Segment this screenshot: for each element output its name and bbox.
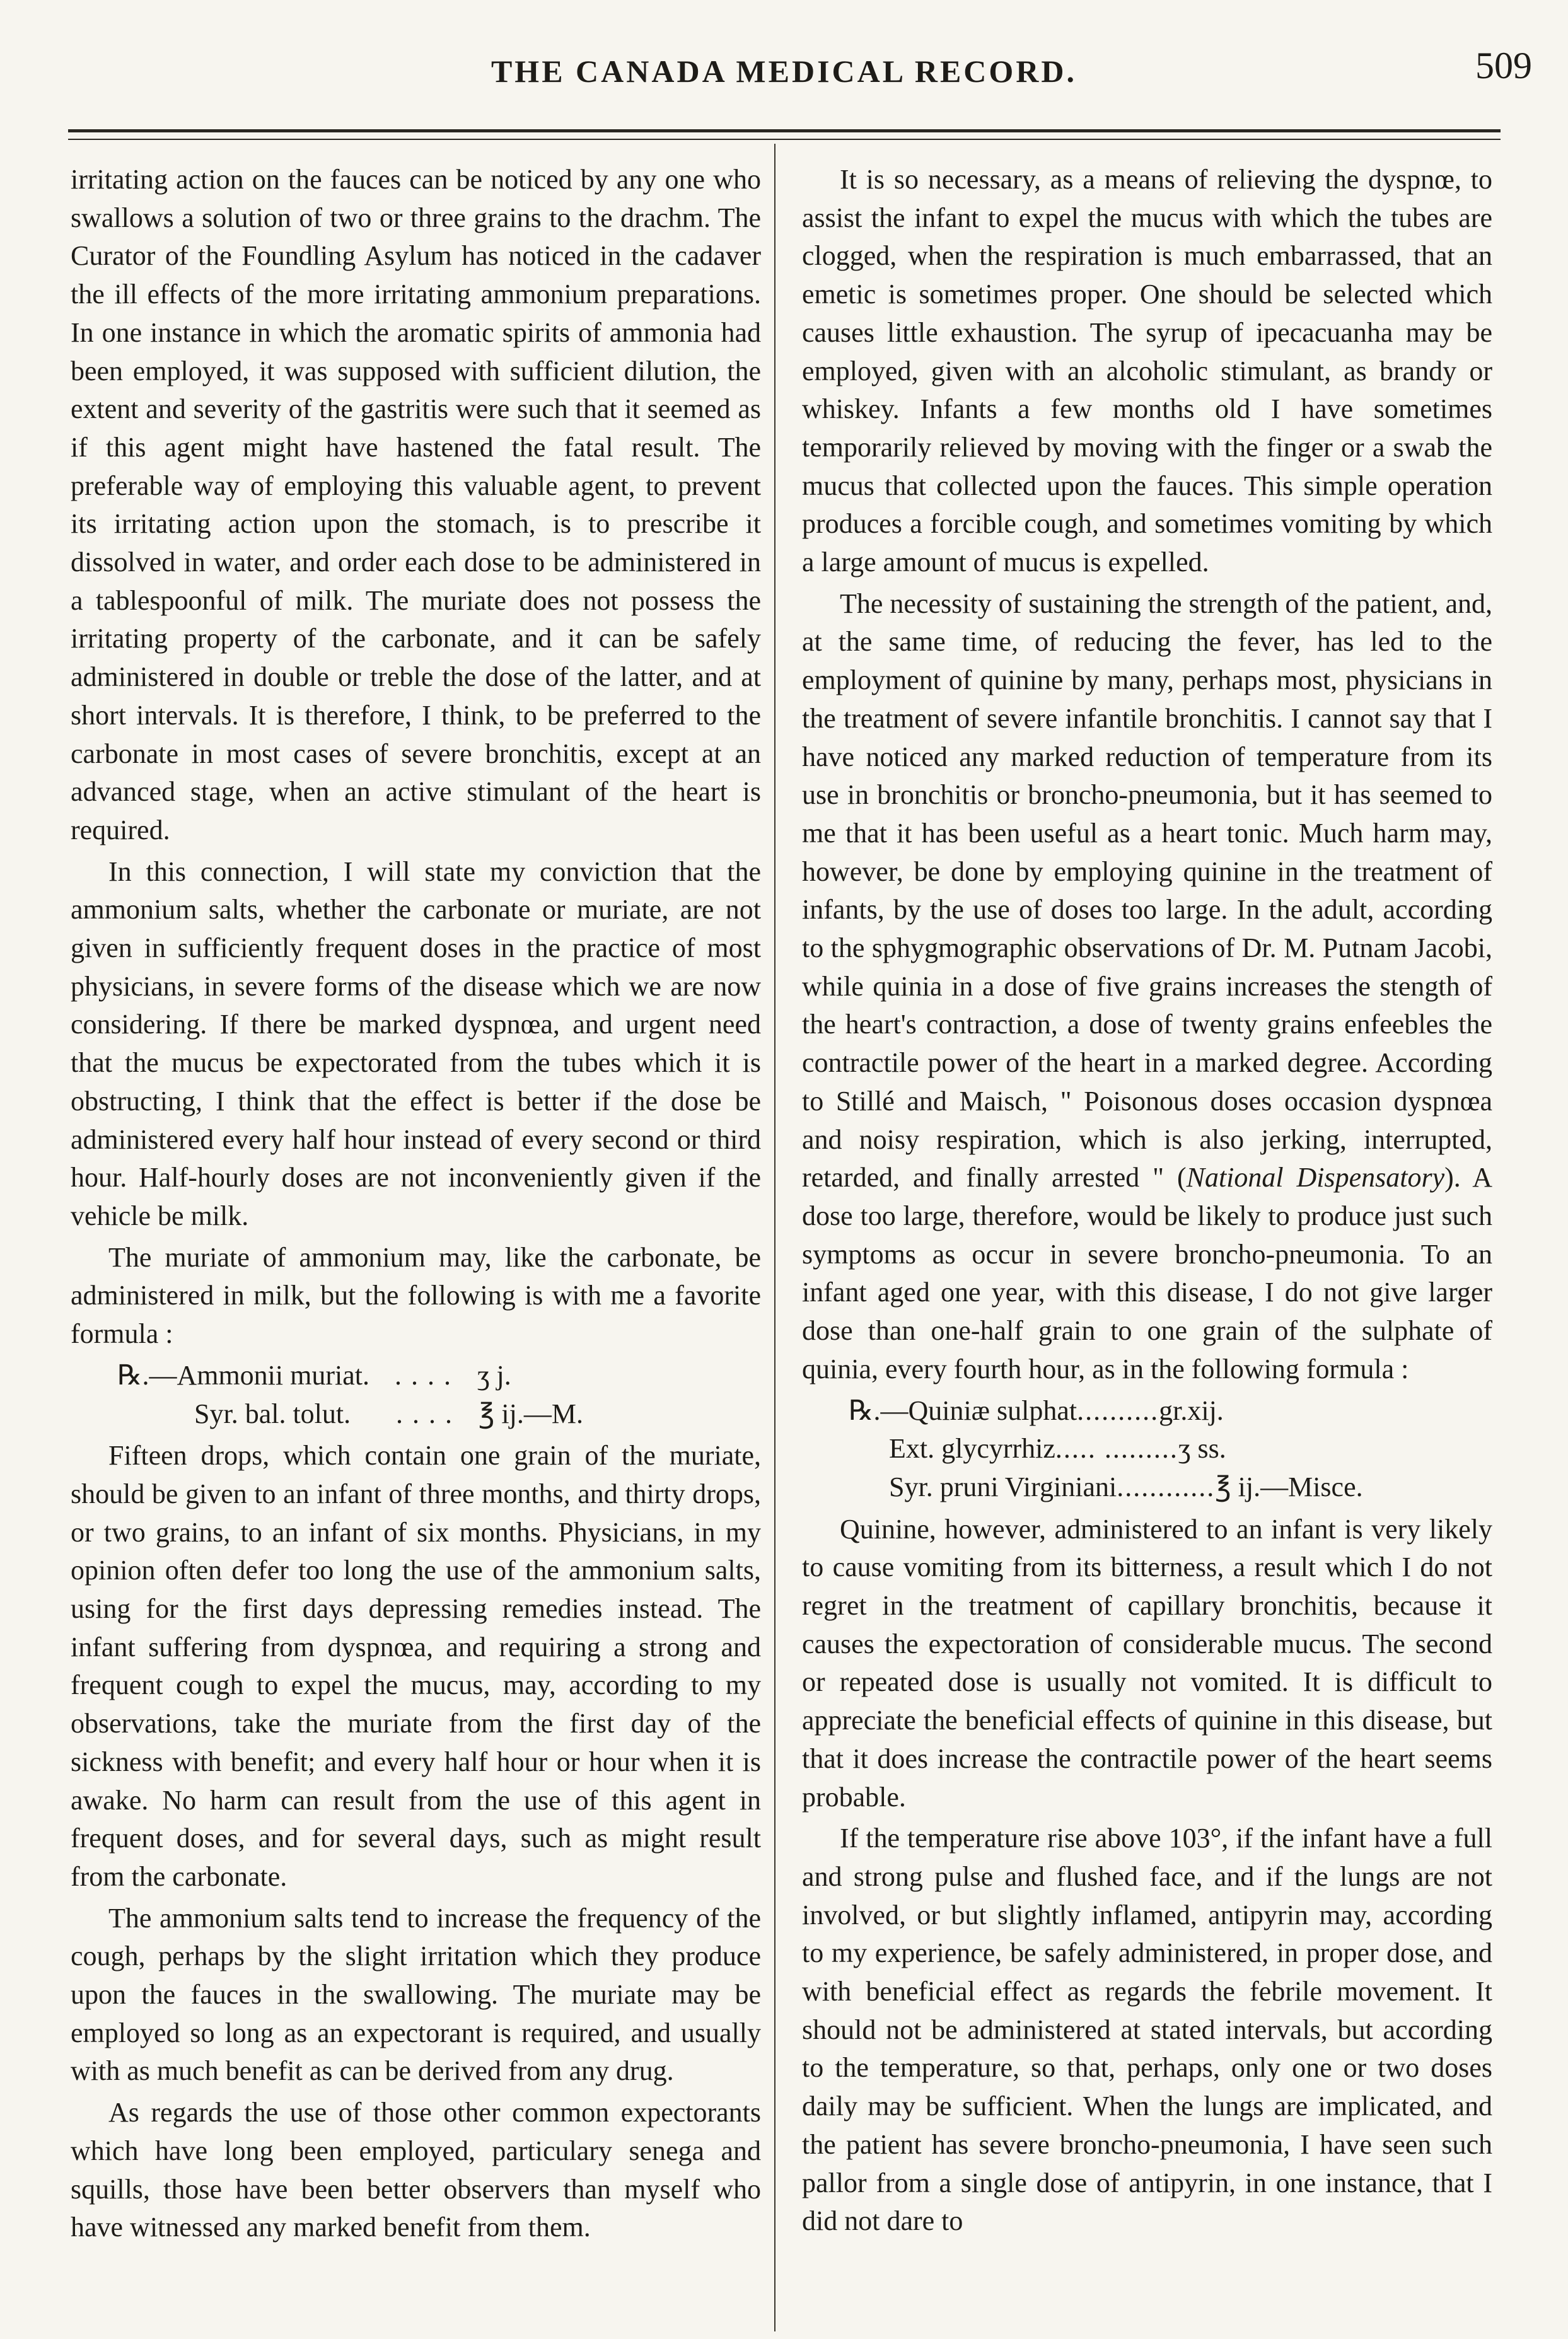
header-rule-thick xyxy=(68,129,1501,132)
formula-ingredient: Syr. bal. tolut. xyxy=(194,1398,351,1429)
column-divider xyxy=(774,144,775,2331)
paragraph: As regards the use of those other common expectorants which have long been employed, particulary senega and squills, those have been better observers than myself who have witnessed any marked benefit from them. xyxy=(71,2097,761,2243)
formula-leader: . . . . xyxy=(395,1359,452,1391)
quinine-formula xyxy=(802,1392,1492,1507)
left-column xyxy=(71,161,761,2250)
page-number: 509 xyxy=(1475,45,1532,86)
formula-line xyxy=(71,1395,761,1434)
formula-quantity: ℥ ij.—M. xyxy=(479,1398,583,1429)
formula-line xyxy=(802,1430,1492,1468)
paragraph: It is so necessary, as a means of relieving the dyspnœ, to assist the infant to expel the mucus with which the tubes are clogged, when the respiration is much embarrassed, that an emetic is sometimes proper. One should be selected which causes little exhaustion. The syrup of ipecacuanha may be employed, given with an alcoholic stimulant, as brandy or whiskey. Infants a few months old I have sometimes temporarily relieved by moving with the finger or a swab the mucus that collected upon the fauces. This simple operation produces a forcible cough, and sometimes vomiting by which a large amount of mucus is expelled. xyxy=(802,164,1492,578)
formula-ingredient: Syr. pruni Virginiani xyxy=(889,1471,1117,1502)
formula-quantity: ℥ ij.—Misce. xyxy=(1215,1471,1363,1502)
formula-ingredient: Ext. glycyrrhiz xyxy=(889,1433,1055,1465)
formula-line xyxy=(71,1357,761,1395)
formula-line xyxy=(802,1468,1492,1507)
paragraph-text: The necessity of sustaining the strength of the patient, and, at the same time, of reducing the fever, has led to the employment of quinine by many, perhaps most, physicians in the treatment of severe infantile bronchitis. I cannot say that I have noticed any marked reduction of temperature from its use in bronchitis or broncho-pneumonia, but it has seemed to me that it has been useful as a heart tonic. Much harm may, however, be done by employing quinine in the treatment of infants, by the use of doses too large. In the adult, according to the sphygmographic observations of Dr. M. Putnam Jacobi, while quinia in a dose of five grains increases the stength of the heart's contraction, a dose of twenty grains enfeebles the contractile power of the heart in a marked degree. According to Stillé and Maisch, " Poisonous doses occasion dyspnœa and noisy respiration, which is also jerking, interrupted, retarded, and finally arrested " ( xyxy=(802,588,1492,1193)
formula-leader: ..... ......... xyxy=(1055,1433,1178,1465)
formula-quantity: ʒ ss. xyxy=(1178,1433,1226,1465)
paragraph: Quinine, however, administered to an infant is very likely to cause vomiting from its bitterness, a result which I do not regret in the treatment of capillary bronchitis, because it causes the expectoration of considerable mucus. The second or repeated dose is usually not vomited. It is difficult to appreciate the beneficial effects of quinine in this disease, but that it does increase the contractile power of the heart seems probable. xyxy=(802,1513,1492,1813)
formula-quantity: ʒ j. xyxy=(477,1359,511,1391)
ammonium-formula xyxy=(71,1357,761,1433)
paragraph: If the temperature rise above 103°, if the infant have a full and strong pulse and flushed face, and if the lungs are not involved, or but slightly inflamed, antipyrin may, according to my experience, be safely administered, in proper dose, and with beneficial effect as regards the febrile movement. It should not be administered at stated intervals, but according to the temperature, so that, perhaps, only one or two doses daily may be sufficient. When the lungs are implicated, and the patient has severe broncho-pneumonia, I have seen such pallor from a single dose of antipyrin, in one instance, that I did not dare to xyxy=(802,1823,1492,2237)
paragraph-text: ). A dose too large, therefore, would be likely to produce just such symptoms as occur in severe broncho-pneumonia. To an infant aged one year, with this disease, I do not give larger dose than one-half grain to one grain of the sulphate of quinia, every fourth hour, as in the following formula : xyxy=(802,1162,1492,1384)
paragraph: The muriate of ammonium may, like the carbonate, be administered in milk, but the following is with me a favorite formula : xyxy=(71,1241,761,1350)
paragraph: In this connection, I will state my conviction that the ammonium salts, whether the carbonate or muriate, are not given in sufficiently frequent doses in the practice of most physicians, in severe forms of the disease which we are now considering. If there be marked dyspnœa, and urgent need that the mucus be expectorated from the tubes which it is obstructing, I think that the effect is better if the dose be administered every half hour instead of every second or third hour. Half-hourly doses are not inconveniently given if the vehicle be milk. xyxy=(71,856,761,1231)
formula-quantity: gr.xij. xyxy=(1159,1395,1224,1426)
formula-leader: ............ xyxy=(1117,1471,1216,1502)
paragraph: irritating action on the fauces can be noticed by any one who swallows a solution of two or three grains to the drachm. The Curator of the Foundling Asylum has noticed in the cadaver the ill effects of the more irritating ammonium preparations. In one instance in which the aromatic spirits of ammonia had been employed, it was supposed with sufficient dilution, the extent and severity of the gastritis were such that it seemed as if this agent might have hastened the fatal result. The preferable way of employing this valuable agent, to prevent its irritating action upon the stomach, is to prescribe it dissolved in water, and order each dose to be administered in a tablespoonful of milk. The muriate does not possess the irritating property of the carbonate, and it can be safely administered in double or treble the dose of the latter, and at short intervals. It is therefore, I think, to be preferred to the carbonate in most cases of severe bronchitis, except at an advanced stage, when an active stimulant of the heart is required. xyxy=(71,164,761,845)
formula-leader: . . . . xyxy=(396,1398,453,1429)
formula-ingredient: ℞.—Ammonii muriat. xyxy=(117,1359,369,1391)
formula-leader: .......... xyxy=(1077,1395,1159,1426)
formula-line xyxy=(802,1392,1492,1431)
citation-title: National Dispensatory xyxy=(1186,1162,1445,1193)
header-rule-thin xyxy=(68,139,1501,140)
formula-ingredient: ℞.—Quiniæ sulphat xyxy=(849,1395,1077,1426)
running-head: THE CANADA MEDICAL RECORD. xyxy=(491,54,1077,89)
paragraph xyxy=(802,585,1492,1389)
right-column xyxy=(802,161,1492,2244)
paragraph: Fifteen drops, which contain one grain of the muriate, should be given to an infant of three months, and thirty drops, or two grains, to an infant of six months. Physicians, in my opinion often defer too long the use of the ammonium salts, using for the first days depressing remedies instead. The infant suffering from dyspnœa, and requiring a strong and frequent cough to expel the mucus, may, according to my observations, take the muriate from the first day of the sickness with benefit; and every half hour or hour when it is awake. No harm can result from the use of this agent in frequent doses, and for several days, such as might result from the carbonate. xyxy=(71,1440,761,1892)
paragraph: The ammonium salts tend to increase the frequency of the cough, perhaps by the slight irritation which they produce upon the fauces in the swallowing. The muriate may be employed so long as an expectorant is required, and usually with as much benefit as can be derived from any drug. xyxy=(71,1902,761,2087)
